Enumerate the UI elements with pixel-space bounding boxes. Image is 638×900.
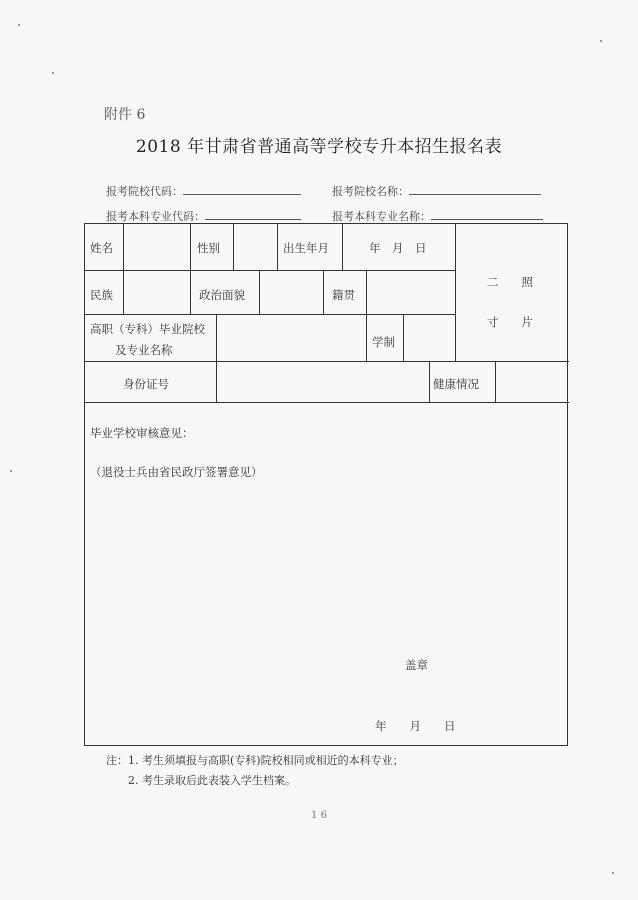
- row-divider: [85, 270, 455, 271]
- id-label: 身份证号: [123, 377, 169, 391]
- health-label: 健康情况: [433, 377, 479, 391]
- photo-divider: [455, 224, 456, 361]
- political-input[interactable]: [261, 272, 321, 312]
- major-code-label: 报考本科专业代码：: [106, 210, 205, 223]
- schooling-input[interactable]: [405, 316, 453, 359]
- veteran-note: （退役士兵由省民政厅签署意见）: [90, 465, 263, 479]
- col-divider: [366, 314, 367, 361]
- form-title: 2018 年甘肃省普通高等学校专升本招生报名表: [135, 137, 503, 157]
- scan-speck: [52, 72, 54, 74]
- major-code-field[interactable]: [106, 208, 301, 224]
- row-divider: [85, 314, 455, 315]
- col-divider: [429, 361, 430, 402]
- birth-label: 出生年月: [283, 241, 329, 255]
- political-label: 政治面貌: [199, 288, 245, 302]
- col-divider: [366, 270, 367, 314]
- note-1: 注：1. 考生须填报与高职(专科)院校相同或相近的本科专业；: [106, 754, 404, 767]
- gender-input[interactable]: [235, 226, 275, 268]
- name-label: 姓名: [90, 241, 113, 255]
- schooling-label: 学制: [372, 335, 395, 349]
- major-name-blank[interactable]: [431, 209, 543, 220]
- col-divider: [342, 224, 343, 270]
- col-divider: [123, 270, 124, 314]
- col-divider: [323, 270, 324, 314]
- scan-speck: [18, 24, 20, 26]
- col-divider: [123, 224, 124, 270]
- attachment-label: 附件 6: [104, 107, 146, 123]
- col-divider: [190, 270, 191, 314]
- row-divider: [85, 361, 569, 362]
- col-divider: [233, 224, 234, 270]
- hometown-input[interactable]: [368, 272, 453, 312]
- school-name-blank[interactable]: [409, 184, 541, 195]
- college-input[interactable]: [218, 316, 364, 359]
- ethnicity-label: 民族: [90, 288, 113, 302]
- gender-label: 性别: [197, 241, 220, 255]
- hometown-label: 籍贯: [332, 288, 355, 302]
- college-label-line2: 及专业名称: [115, 343, 173, 357]
- review-input-area[interactable]: [89, 494, 563, 654]
- scan-speck: [600, 40, 602, 42]
- col-divider: [216, 361, 217, 402]
- birth-date-input[interactable]: 年 月 日: [369, 241, 427, 255]
- col-divider: [277, 224, 278, 270]
- photo-label-line1: 二 照: [487, 275, 533, 289]
- major-code-blank[interactable]: [205, 209, 301, 220]
- health-input[interactable]: [497, 363, 565, 400]
- col-divider: [190, 224, 191, 270]
- registration-table: [84, 223, 568, 746]
- page-number: 1 6: [311, 810, 327, 821]
- col-divider: [403, 314, 404, 361]
- seal-label: 盖章: [405, 658, 428, 672]
- photo-label-line2: 寸 片: [487, 315, 533, 329]
- row-divider: [85, 402, 569, 403]
- school-code-field[interactable]: [106, 183, 301, 199]
- review-label: 毕业学校审核意见：: [90, 426, 194, 440]
- major-name-field[interactable]: [332, 208, 543, 224]
- school-code-blank[interactable]: [183, 184, 301, 195]
- scan-speck: [612, 872, 614, 874]
- col-divider: [216, 314, 217, 361]
- college-label-line1: 高职（专科）毕业院校: [90, 322, 205, 336]
- major-name-label: 报考本科专业名称：: [332, 210, 431, 223]
- col-divider: [259, 270, 260, 314]
- review-date: 年 月 日: [375, 719, 456, 733]
- name-input[interactable]: [125, 226, 188, 268]
- school-name-field[interactable]: [332, 183, 541, 199]
- col-divider: [495, 361, 496, 402]
- school-name-label: 报考院校名称：: [332, 185, 409, 198]
- scan-speck: [10, 470, 12, 472]
- id-input[interactable]: [218, 363, 427, 400]
- ethnicity-input[interactable]: [125, 272, 188, 312]
- school-code-label: 报考院校代码：: [106, 185, 183, 198]
- note-2: 2. 考生录取后此表装入学生档案。: [128, 774, 296, 787]
